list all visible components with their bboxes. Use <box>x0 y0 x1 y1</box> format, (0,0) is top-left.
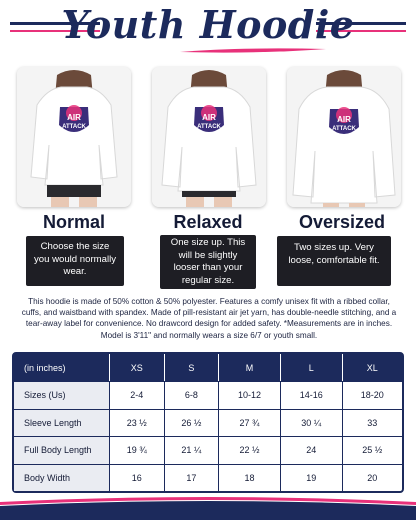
row-label: Full Body Length <box>14 436 110 464</box>
size-chart <box>12 352 404 493</box>
fit-desc-oversized: Two sizes up. Very loose, comfortable fit. <box>277 236 391 286</box>
table-cell: 21 ¼ <box>165 436 220 464</box>
logo-text-air: AIR <box>337 115 351 124</box>
logo-text-attack: ATTACK <box>332 126 356 132</box>
table-cell: 25 ½ <box>343 436 402 464</box>
table-row <box>14 436 402 464</box>
table-cell: 24 <box>281 436 343 464</box>
photo-oversized-fit <box>287 67 401 207</box>
table-row <box>14 409 402 437</box>
page-title: Youth Hoodie <box>61 2 355 47</box>
logo-text-air: AIR <box>67 113 81 122</box>
fit-desc-relaxed: One size up. This will be slightly looser than your regular size. <box>160 235 256 289</box>
model-relaxed-illustration <box>152 67 266 207</box>
logo-text-air: AIR <box>202 113 216 122</box>
table-cell: 2-4 <box>110 381 165 409</box>
size-table <box>12 352 404 493</box>
header-cell-xs: XS <box>110 354 165 381</box>
row-label: Body Width <box>14 464 110 492</box>
header-cell-units: (in inches) <box>14 354 110 381</box>
header-cell-s: S <box>165 354 220 381</box>
title-swash <box>178 46 328 56</box>
fit-name-normal: Normal <box>42 212 105 232</box>
table-cell: 19 ¾ <box>110 436 165 464</box>
product-description: This hoodie is made of 50% cotton & 50% polyester. Features a comfy unisex fit with a ribbed collar, cuffs, and waistband with spandex. Made of pill-resistant air jet yarn, has double-needle stitching, and a tear-away label for convenience. No drawcord design for added safety. *Measurements are in inches. Model is 3'11" and normally wears a size 6/7 or youth small. <box>21 297 397 340</box>
header-cell-xl: XL <box>343 354 402 381</box>
table-cell: 26 ½ <box>165 409 220 437</box>
row-label: Sleeve Length <box>14 409 110 437</box>
size-table-header <box>14 354 402 381</box>
table-cell: 30 ¼ <box>281 409 343 437</box>
logo-text-attack: ATTACK <box>62 124 86 130</box>
fit-desc-normal: Choose the size you would normally wear. <box>26 236 124 286</box>
footer-wave <box>0 492 416 520</box>
model-photos <box>0 67 416 209</box>
logo-text-attack: ATTACK <box>197 124 221 130</box>
table-row <box>14 464 402 492</box>
header-cell-l: L <box>281 354 343 381</box>
table-cell: 17 <box>165 464 220 492</box>
table-cell: 18 <box>219 464 281 492</box>
fit-name-relaxed: Relaxed <box>173 212 243 232</box>
photo-normal-fit <box>17 67 131 207</box>
table-cell: 10-12 <box>219 381 281 409</box>
table-cell: 22 ½ <box>219 436 281 464</box>
header <box>0 0 416 62</box>
table-cell: 33 <box>343 409 402 437</box>
row-label: Sizes (Us) <box>14 381 110 409</box>
table-cell: 27 ¾ <box>219 409 281 437</box>
table-cell: 19 <box>281 464 343 492</box>
model-oversized-illustration <box>287 67 401 207</box>
table-cell: 18-20 <box>343 381 402 409</box>
model-normal-illustration <box>17 67 131 207</box>
table-cell: 6-8 <box>165 381 220 409</box>
photo-relaxed-fit <box>152 67 266 207</box>
fit-name-oversized: Oversized <box>298 212 386 232</box>
table-cell: 23 ½ <box>110 409 165 437</box>
table-row <box>14 381 402 409</box>
table-cell: 14-16 <box>281 381 343 409</box>
table-cell: 16 <box>110 464 165 492</box>
table-cell: 20 <box>343 464 402 492</box>
header-cell-m: M <box>219 354 281 381</box>
